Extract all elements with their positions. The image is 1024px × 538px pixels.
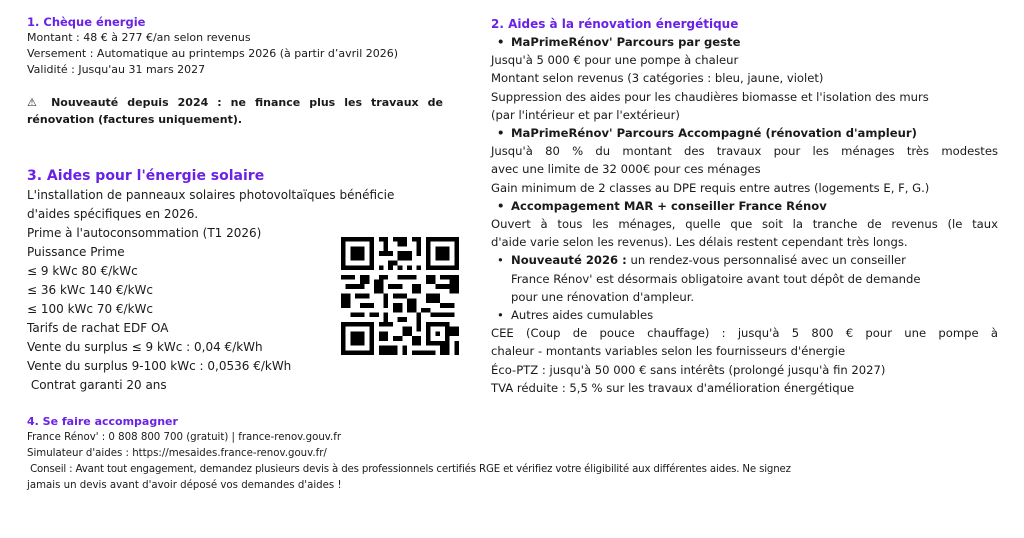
info-line: Validité : Jusqu'au 31 mars 2027 [27,63,206,76]
info-line: France Rénov' : 0 808 800 700 (gratuit) | france-renov.gouv.fr [27,432,342,443]
info-line: TVA réduite : 5,5 % sur les travaux d'amélioration énergétique [491,380,855,395]
tarif-line: Vente du surplus 9-100 kWc : 0,0536 €/kWh [27,359,292,373]
warning-text-cont: rénovation (factures uniquement). [27,113,243,126]
section-cheque-energie [27,14,443,128]
info-line: Jusqu'à 5 000 € pour une pompe à chaleur [491,53,739,68]
contract-line: Contrat garanti 20 ans [27,378,167,392]
bullet-accompagnement-mar: • Accompagement MAR + conseiller France Rénov [491,197,998,215]
section-title: 4. Se faire accompagner [27,415,178,428]
info-line: France Rénov' est désormais obligatoire avant tout dépôt de demande [511,271,921,286]
section-renovation [491,16,998,397]
info-line: Gain minimum de 2 classes au DPE requis entre autres (logements E, F, G.) [491,180,930,195]
info-line: CEE (Coup de pouce chauffage) : jusqu'à 5 800 € pour une pompe à [491,326,998,341]
bullet-nouveaute-2026: • Nouveauté 2026 : un rendez-vous personnalisé avec un conseiller [491,251,998,269]
section-title: 1. Chèque énergie [27,15,146,29]
table-row: ≤ 9 kWc 80 €/kWc [27,264,138,278]
warning-triangle-icon: ⚠ [27,96,43,109]
table-row: ≤ 36 kWc 140 €/kWc [27,283,153,297]
qr-code-icon [341,237,459,355]
info-line: (par l'intérieur et par l'extérieur) [491,107,680,122]
bullet-maprimerenov-accompagne: • MaPrimeRénov' Parcours Accompagné (rénovation d'ampleur) [491,124,998,142]
advice-line: jamais un devis avant d'avoir déposé vos demandes d'aides ! [27,480,342,491]
info-line: Montant selon revenus (3 catégories : bleu, jaune, violet) [491,71,824,86]
info-line: Jusqu'à 80 % du montant des travaux pour les ménages très modestes [491,144,998,159]
prime-title: Prime à l'autoconsommation (T1 2026) [27,226,262,240]
intro-line: d'aides spécifiques en 2026. [27,207,199,221]
info-line: pour une rénovation d'ampleur. [511,289,695,304]
table-header: Puissance Prime [27,245,125,259]
section-accompagnement [27,414,1002,494]
info-line: Éco-PTZ : jusqu'à 50 000 € sans intérêts (prolongé jusqu'à fin 2027) [491,362,886,377]
info-line: Versement : Automatique au printemps 2026 (à partir d’avril 2026) [27,47,399,60]
table-row: ≤ 100 kWc 70 €/kWc [27,302,153,316]
section-title: 3. Aides pour l'énergie solaire [27,168,265,184]
bullet-maprimerenov-geste: • MaPrimeRénov' Parcours par geste [491,33,998,51]
info-line: Montant : 48 € à 277 €/an selon revenus [27,31,251,44]
advice-line: Conseil : Avant tout engagement, demandez plusieurs devis à des professionnels certifiés RGE et vérifiez votre éligibilité aux différentes aides. Ne signez [27,464,791,475]
tarif-line: Vente du surplus ≤ 9 kWc : 0,04 €/kWh [27,340,263,354]
info-line: d'aide varie selon les revenus). Les délais restent cependant très longs. [491,235,908,250]
info-line: Ouvert à tous les ménages, quelle que soit la tranche de revenus (le taux [491,217,998,232]
info-line: Suppression des aides pour les chaudières biomasse et l'isolation des murs [491,89,929,104]
bullet-autres-aides: • Autres aides cumulables [491,306,998,324]
warning-text: ⚠ Nouveauté depuis 2024 : ne finance plus les travaux de [27,96,443,109]
section-title: 2. Aides à la rénovation énergétique [491,17,739,31]
info-line: avec une limite de 32 000€ pour ces ménages [491,162,761,177]
info-line: chaleur - montants variables selon les fournisseurs d'énergie [491,344,846,359]
intro-line: L'installation de panneaux solaires photovoltaïques bénéficie [27,188,395,202]
info-line: Simulateur d'aides : https://mesaides.france-renov.gouv.fr/ [27,448,327,459]
tarifs-title: Tarifs de rachat EDF OA [27,321,169,335]
